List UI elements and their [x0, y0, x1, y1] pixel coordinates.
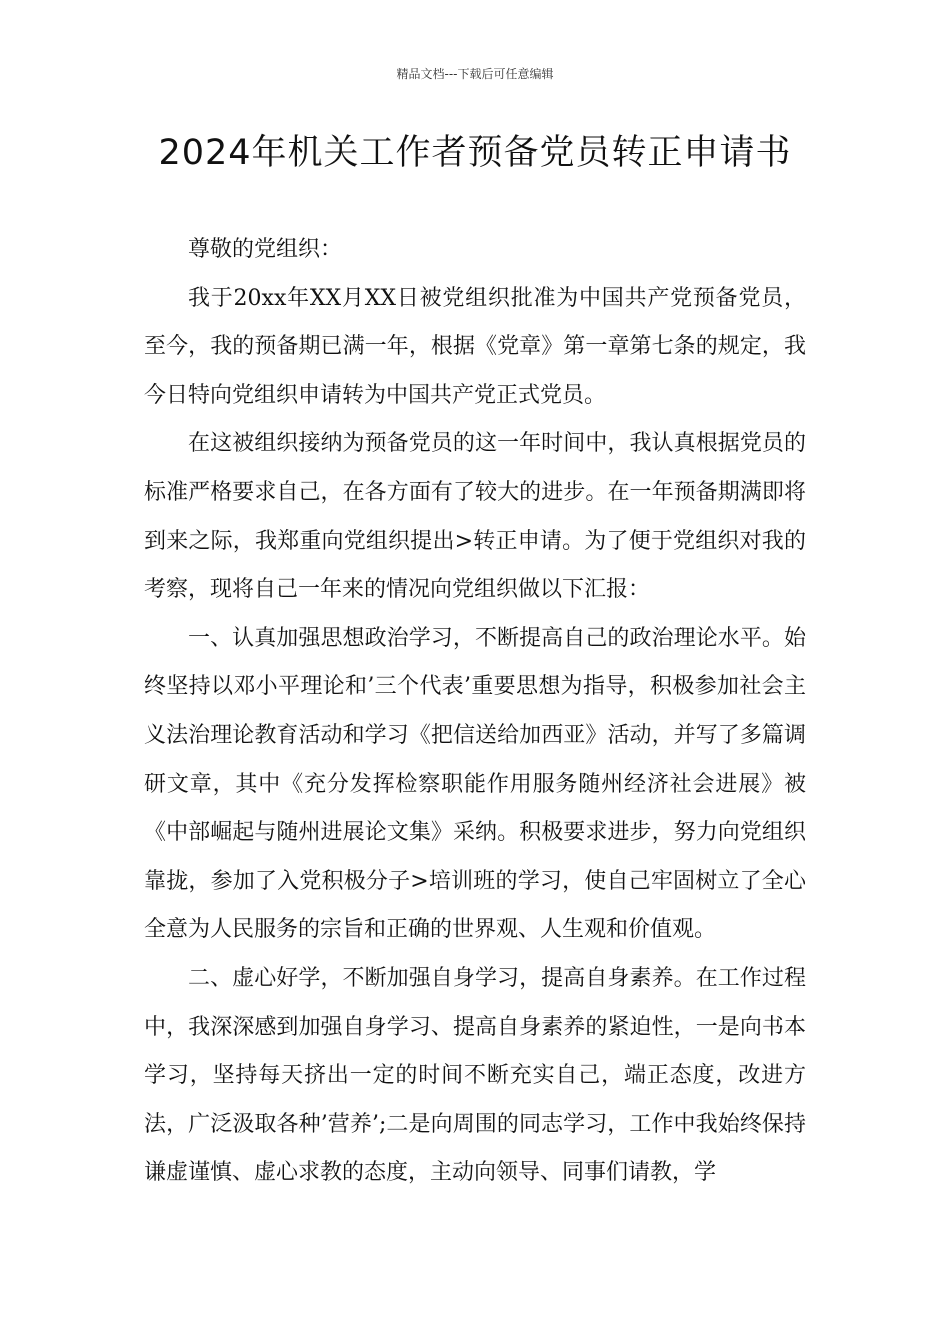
paragraph: 我于20xx年XX月XX日被党组织批准为中国共产党预备党员，至今，我的预备期已满一年，根据《党章》第一章第七条的规定，我今日特向党组织申请转为中国共产党正式党员。	[144, 285, 806, 408]
document-body	[144, 226, 806, 1198]
paragraph: 二、虚心好学，不断加强自身学习，提高自身素养。在工作过程中，我深深感到加强自身学习、提高自身素养的紧迫性，一是向书本学习，坚持每天挤出一定的时间不断充实自己，端正态度，改进方法，广泛汲取各种’营养’;二是向周围的同志学习，工作中我始终保持谦虚谨慎、虚心求教的态度，主动向领导、同事们请教，学	[144, 965, 806, 1186]
salutation: 尊敬的党组织：	[188, 237, 343, 262]
header-note: 精品文档---下载后可任意编辑	[396, 67, 554, 81]
paragraph: 一、认真加强思想政治学习，不断提高自己的政治理论水平。始终坚持以邓小平理论和’三个代表’重要思想为指导，积极参加社会主义法治理论教育活动和学习《把信送给加西亚》活动，并写了多篇调研文章，其中《充分发挥检察职能作用服务随州经济社会进展》被《中部崛起与随州进展论文集》采纳。积极要求进步，努力向党组织靠拢，参加了入党积极分子>培训班的学习，使自己牢固树立了全心全意为人民服务的宗旨和正确的世界观、人生观和价值观。	[144, 625, 806, 943]
document-title: 2024年机关工作者预备党员转正申请书	[158, 133, 792, 173]
paragraph: 在这被组织接纳为预备党员的这一年时间中，我认真根据党员的标准严格要求自己，在各方面有了较大的进步。在一年预备期满即将到来之际，我郑重向党组织提出>转正申请。为了便于党组织对我的考察，现将自己一年来的情况向党组织做以下汇报：	[144, 431, 806, 603]
